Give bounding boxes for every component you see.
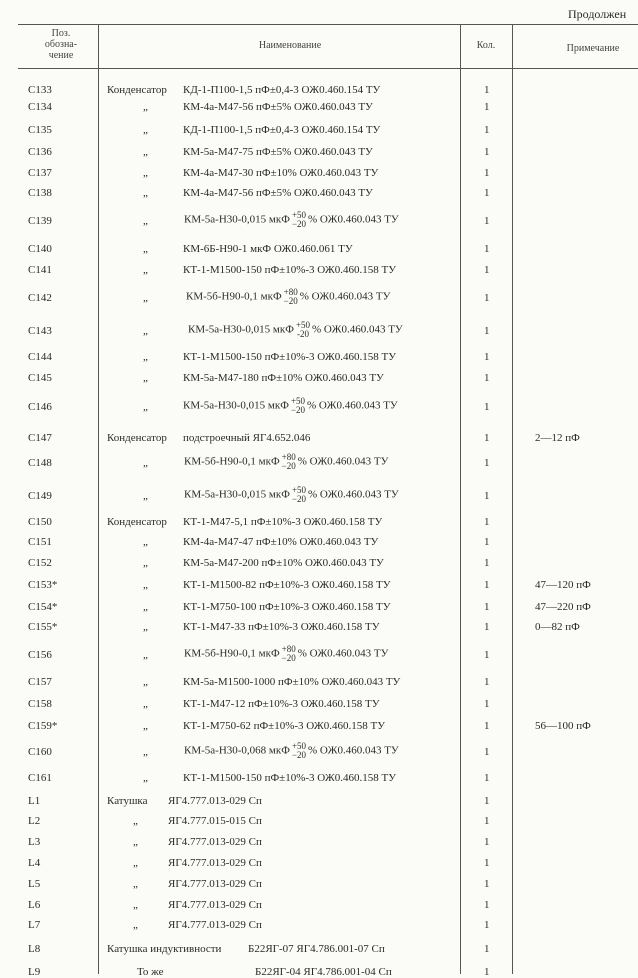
continued-label: Продолжен bbox=[568, 7, 627, 21]
quantity: 1 bbox=[484, 720, 490, 732]
tolerance bbox=[282, 453, 296, 471]
ditto-mark: „ bbox=[143, 146, 148, 158]
item-description bbox=[183, 397, 398, 415]
position-designator: C152 bbox=[28, 557, 52, 569]
ditto-mark: „ bbox=[143, 124, 148, 136]
tolerance bbox=[296, 321, 310, 339]
table-top-rule bbox=[18, 24, 638, 25]
quantity: 1 bbox=[484, 601, 490, 613]
tolerance-upper: +80 bbox=[281, 644, 296, 654]
ditto-mark: „ bbox=[143, 264, 148, 276]
quantity: 1 bbox=[484, 795, 490, 807]
quantity: 1 bbox=[484, 878, 490, 890]
item-type: Конденсатор bbox=[107, 516, 167, 528]
position-designator: L6 bbox=[28, 899, 41, 911]
position-designator: C144 bbox=[28, 351, 52, 363]
item-description: КД-1-П100-1,5 пФ±0,4-3 ОЖ0.460.154 ТУ bbox=[183, 84, 381, 96]
ditto-mark: „ bbox=[143, 490, 148, 502]
item-description: КТ-1-М750-100 пФ±10%-3 ОЖ0.460.158 ТУ bbox=[183, 601, 391, 613]
tolerance bbox=[282, 645, 296, 663]
position-designator: C134 bbox=[28, 101, 52, 113]
quantity: 1 bbox=[484, 432, 490, 444]
position-designator: C147 bbox=[28, 432, 52, 444]
tolerance-upper: +50 bbox=[295, 320, 311, 330]
position-designator: C156 bbox=[28, 649, 52, 661]
position-designator: C154* bbox=[28, 601, 58, 613]
description-part-b: % ОЖ0.460.043 ТУ bbox=[297, 455, 389, 468]
quantity: 1 bbox=[484, 676, 490, 688]
description-part-a: КМ-5а-Н30-0,068 мкФ bbox=[184, 744, 290, 757]
quantity: 1 bbox=[484, 698, 490, 710]
ditto-mark: „ bbox=[143, 243, 148, 255]
quantity: 1 bbox=[484, 401, 490, 413]
description-part-a: КМ-5б-Н90-0,1 мкФ bbox=[186, 290, 282, 303]
ditto-mark: „ bbox=[133, 815, 138, 827]
header-qty: Кол. bbox=[476, 40, 496, 51]
item-description bbox=[184, 453, 388, 471]
header-name: Наименование bbox=[258, 40, 322, 51]
item-description: КМ-4а-М47-56 пФ±5% ОЖ0.460.043 ТУ bbox=[183, 101, 373, 113]
ditto-mark: „ bbox=[143, 292, 148, 304]
quantity: 1 bbox=[484, 215, 490, 227]
header-pos: Поз. обозна- чение bbox=[44, 28, 78, 61]
remark: 47—120 пФ bbox=[535, 579, 591, 591]
position-designator: C138 bbox=[28, 187, 52, 199]
tolerance-upper: +80 bbox=[281, 452, 296, 462]
position-designator: C155* bbox=[28, 621, 58, 633]
tolerance-upper: +50 bbox=[291, 210, 307, 220]
description-part-b: % ОЖ0.460.043 ТУ bbox=[312, 323, 403, 336]
position-designator: C149 bbox=[28, 490, 52, 502]
header-bottom-rule bbox=[18, 68, 638, 69]
header-note: Примечание bbox=[566, 43, 620, 54]
item-description bbox=[188, 321, 403, 339]
quantity: 1 bbox=[484, 292, 490, 304]
quantity: 1 bbox=[484, 167, 490, 179]
item-description: КТ-1-М1500-150 пФ±10%-3 ОЖ0.460.158 ТУ bbox=[183, 264, 397, 276]
quantity: 1 bbox=[484, 919, 490, 931]
description-part-b: % ОЖ0.460.043 ТУ bbox=[308, 213, 399, 226]
col-divider-1 bbox=[98, 24, 99, 974]
item-description bbox=[184, 645, 388, 663]
quantity: 1 bbox=[484, 264, 490, 276]
description-part-a: КМ-5б-Н90-0,1 мкФ bbox=[184, 647, 280, 660]
quantity: 1 bbox=[484, 101, 490, 113]
quantity: 1 bbox=[484, 187, 490, 199]
ditto-mark: „ bbox=[143, 676, 148, 688]
col-divider-3 bbox=[512, 24, 513, 974]
ditto-mark: „ bbox=[143, 772, 148, 784]
item-description: КМ-4а-М47-30 пФ±10% ОЖ0.460.043 ТУ bbox=[183, 167, 379, 179]
tolerance bbox=[284, 288, 298, 306]
item-description: КМ-5а-М47-200 пФ±10% ОЖ0.460.043 ТУ bbox=[183, 557, 384, 569]
item-description: ЯГ4.777.013-029 Сп bbox=[168, 899, 262, 911]
description-part-b: % ОЖ0.460.043 ТУ bbox=[297, 647, 389, 660]
ditto-mark: „ bbox=[143, 621, 148, 633]
ditto-mark: „ bbox=[143, 601, 148, 613]
position-designator: L7 bbox=[28, 919, 41, 931]
tolerance bbox=[291, 397, 305, 415]
item-description: ЯГ4.777.013-029 Сп bbox=[168, 857, 262, 869]
item-description: КМ-5а-М1500-1000 пФ±10% ОЖ0.460.043 ТУ bbox=[183, 676, 401, 688]
position-designator: L4 bbox=[28, 857, 41, 869]
description-part-a: КМ-5б-Н90-0,1 мкФ bbox=[184, 455, 280, 468]
ditto-mark: „ bbox=[143, 325, 148, 337]
description-part-b: % ОЖ0.460.043 ТУ bbox=[307, 399, 398, 412]
ditto-mark: „ bbox=[143, 351, 148, 363]
ditto-mark: „ bbox=[143, 167, 148, 179]
position-designator: C141 bbox=[28, 264, 52, 276]
col-divider-2 bbox=[460, 24, 461, 974]
item-description: подстроечный ЯГ4.652.046 bbox=[183, 432, 311, 444]
item-type: Конденсатор bbox=[107, 432, 167, 444]
tolerance-lower: −20 bbox=[281, 653, 296, 663]
item-description: КМ-5а-М47-180 пФ±10% ОЖ0.460.043 ТУ bbox=[183, 372, 384, 384]
item-description: Б22ЯГ-04 ЯГ4.786.001-04 Сп bbox=[255, 966, 392, 978]
ditto-mark: „ bbox=[143, 401, 148, 413]
tolerance-upper: +50 bbox=[290, 396, 306, 406]
ditto-mark: „ bbox=[143, 698, 148, 710]
remark: 0—82 пФ bbox=[535, 621, 580, 633]
position-designator: C136 bbox=[28, 146, 52, 158]
description-part-a: КМ-5а-Н30-0,015 мкФ bbox=[184, 488, 290, 501]
quantity: 1 bbox=[484, 146, 490, 158]
ditto-mark: „ bbox=[133, 836, 138, 848]
position-designator: C151 bbox=[28, 536, 52, 548]
tolerance-lower: −20 bbox=[291, 219, 307, 229]
tolerance-upper: +50 bbox=[291, 485, 307, 495]
item-type: Катушка индуктивности bbox=[107, 943, 222, 955]
description-part-b: % ОЖ0.460.043 ТУ bbox=[308, 744, 399, 757]
position-designator: C150 bbox=[28, 516, 52, 528]
remark: 2—12 пФ bbox=[535, 432, 580, 444]
item-description: КМ-5а-М47-75 пФ±5% ОЖ0.460.043 ТУ bbox=[183, 146, 373, 158]
item-description: ЯГ4.777.013-029 Сп bbox=[168, 919, 262, 931]
position-designator: L9 bbox=[28, 966, 41, 978]
position-designator: C139 bbox=[28, 215, 52, 227]
position-designator: C137 bbox=[28, 167, 52, 179]
tolerance-upper: +50 bbox=[291, 741, 307, 751]
description-part-b: % ОЖ0.460.043 ТУ bbox=[308, 488, 399, 501]
item-description bbox=[186, 288, 390, 306]
item-description bbox=[184, 742, 399, 760]
ditto-mark: „ bbox=[133, 878, 138, 890]
position-designator: C158 bbox=[28, 698, 52, 710]
ditto-mark: „ bbox=[133, 857, 138, 869]
quantity: 1 bbox=[484, 966, 490, 978]
item-description bbox=[184, 486, 399, 504]
item-description: КТ-1-М1500-150 пФ±10%-3 ОЖ0.460.158 ТУ bbox=[183, 351, 397, 363]
position-designator: C161 bbox=[28, 772, 52, 784]
position-designator: C148 bbox=[28, 457, 52, 469]
position-designator: C160 bbox=[28, 746, 52, 758]
tolerance-lower: −20 bbox=[281, 461, 296, 471]
quantity: 1 bbox=[484, 746, 490, 758]
item-type: Катушка bbox=[107, 795, 148, 807]
ditto-mark: „ bbox=[133, 899, 138, 911]
description-part-a: КМ-5а-Н30-0,015 мкФ bbox=[184, 213, 290, 226]
ditto-mark: „ bbox=[143, 457, 148, 469]
position-designator: C133 bbox=[28, 84, 52, 96]
tolerance-lower: −20 bbox=[291, 750, 307, 760]
item-description: ЯГ4.777.013-029 Сп bbox=[168, 795, 262, 807]
item-description: КТ-1-М750-62 пФ±10%-3 ОЖ0.460.158 ТУ bbox=[183, 720, 386, 732]
quantity: 1 bbox=[484, 857, 490, 869]
quantity: 1 bbox=[484, 557, 490, 569]
ditto-mark: „ bbox=[143, 579, 148, 591]
item-description: КТ-1-М47-12 пФ±10%-3 ОЖ0.460.158 ТУ bbox=[183, 698, 380, 710]
tolerance-lower: −20 bbox=[291, 494, 307, 504]
position-designator: C140 bbox=[28, 243, 52, 255]
item-description: КД-1-П100-1,5 пФ±0,4-3 ОЖ0.460.154 ТУ bbox=[183, 124, 381, 136]
position-designator: L5 bbox=[28, 878, 41, 890]
quantity: 1 bbox=[484, 621, 490, 633]
position-designator: C135 bbox=[28, 124, 52, 136]
quantity: 1 bbox=[484, 536, 490, 548]
quantity: 1 bbox=[484, 325, 490, 337]
quantity: 1 bbox=[484, 579, 490, 591]
position-designator: C143 bbox=[28, 325, 52, 337]
remark: 56—100 пФ bbox=[535, 720, 591, 732]
quantity: 1 bbox=[484, 516, 490, 528]
description-part-a: КМ-5а-Н30-0,015 мкФ bbox=[188, 323, 294, 336]
item-description: КТ-1-М1500-82 пФ±10%-3 ОЖ0.460.158 ТУ bbox=[183, 579, 391, 591]
quantity: 1 bbox=[484, 490, 490, 502]
ditto-mark: „ bbox=[143, 101, 148, 113]
ditto-mark: „ bbox=[143, 536, 148, 548]
tolerance-lower: -20 bbox=[296, 329, 309, 339]
position-designator: L2 bbox=[28, 815, 41, 827]
item-description: ЯГ4.777.015-015 Сп bbox=[168, 815, 262, 827]
quantity: 1 bbox=[484, 815, 490, 827]
position-designator: L8 bbox=[28, 943, 41, 955]
tolerance-lower: −20 bbox=[283, 296, 298, 306]
ditto-mark: „ bbox=[143, 372, 148, 384]
description-part-b: % ОЖ0.460.043 ТУ bbox=[299, 290, 391, 303]
item-description bbox=[184, 211, 399, 229]
tolerance-upper: +80 bbox=[283, 287, 298, 297]
quantity: 1 bbox=[484, 351, 490, 363]
ditto-mark: „ bbox=[143, 557, 148, 569]
quantity: 1 bbox=[484, 457, 490, 469]
ditto-mark: „ bbox=[143, 649, 148, 661]
quantity: 1 bbox=[484, 649, 490, 661]
position-designator: C153* bbox=[28, 579, 58, 591]
remark: 47—220 пФ bbox=[535, 601, 591, 613]
quantity: 1 bbox=[484, 943, 490, 955]
quantity: 1 bbox=[484, 243, 490, 255]
item-description: КМ-4а-М47-47 пФ±10% ОЖ0.460.043 ТУ bbox=[183, 536, 379, 548]
item-description: ЯГ4.777.013-029 Сп bbox=[168, 836, 262, 848]
item-description: Б22ЯГ-07 ЯГ4.786.001-07 Сп bbox=[248, 943, 385, 955]
position-designator: C142 bbox=[28, 292, 52, 304]
position-designator: C157 bbox=[28, 676, 52, 688]
item-description: КМ-6Б-Н90-1 мкФ ОЖ0.460.061 ТУ bbox=[183, 243, 353, 255]
position-designator: C145 bbox=[28, 372, 52, 384]
tolerance bbox=[292, 486, 306, 504]
item-description: КТ-1-М47-33 пФ±10%-3 ОЖ0.460.158 ТУ bbox=[183, 621, 380, 633]
item-type: Конденсатор bbox=[107, 84, 167, 96]
item-description: КТ-1-М1500-150 пФ±10%-3 ОЖ0.460.158 ТУ bbox=[183, 772, 397, 784]
quantity: 1 bbox=[484, 836, 490, 848]
position-designator: L3 bbox=[28, 836, 41, 848]
ditto-mark: „ bbox=[143, 215, 148, 227]
tolerance-lower: −20 bbox=[290, 405, 306, 415]
position-designator: C159* bbox=[28, 720, 58, 732]
item-description: КТ-1-М47-5,1 пФ±10%-3 ОЖ0.460.158 ТУ bbox=[183, 516, 383, 528]
description-part-a: КМ-5а-Н30-0,015 мкФ bbox=[183, 399, 289, 412]
position-designator: L1 bbox=[28, 795, 41, 807]
tolerance bbox=[292, 742, 306, 760]
item-description: ЯГ4.777.013-029 Сп bbox=[168, 878, 262, 890]
ditto-mark: „ bbox=[133, 919, 138, 931]
quantity: 1 bbox=[484, 372, 490, 384]
quantity: 1 bbox=[484, 124, 490, 136]
quantity: 1 bbox=[484, 84, 490, 96]
quantity: 1 bbox=[484, 772, 490, 784]
tolerance bbox=[292, 211, 306, 229]
ditto-mark: „ bbox=[143, 187, 148, 199]
item-description: КМ-4а-М47-56 пФ±5% ОЖ0.460.043 ТУ bbox=[183, 187, 373, 199]
position-designator: C146 bbox=[28, 401, 52, 413]
item-type: То же bbox=[137, 966, 164, 978]
ditto-mark: „ bbox=[143, 720, 148, 732]
ditto-mark: „ bbox=[143, 746, 148, 758]
quantity: 1 bbox=[484, 899, 490, 911]
